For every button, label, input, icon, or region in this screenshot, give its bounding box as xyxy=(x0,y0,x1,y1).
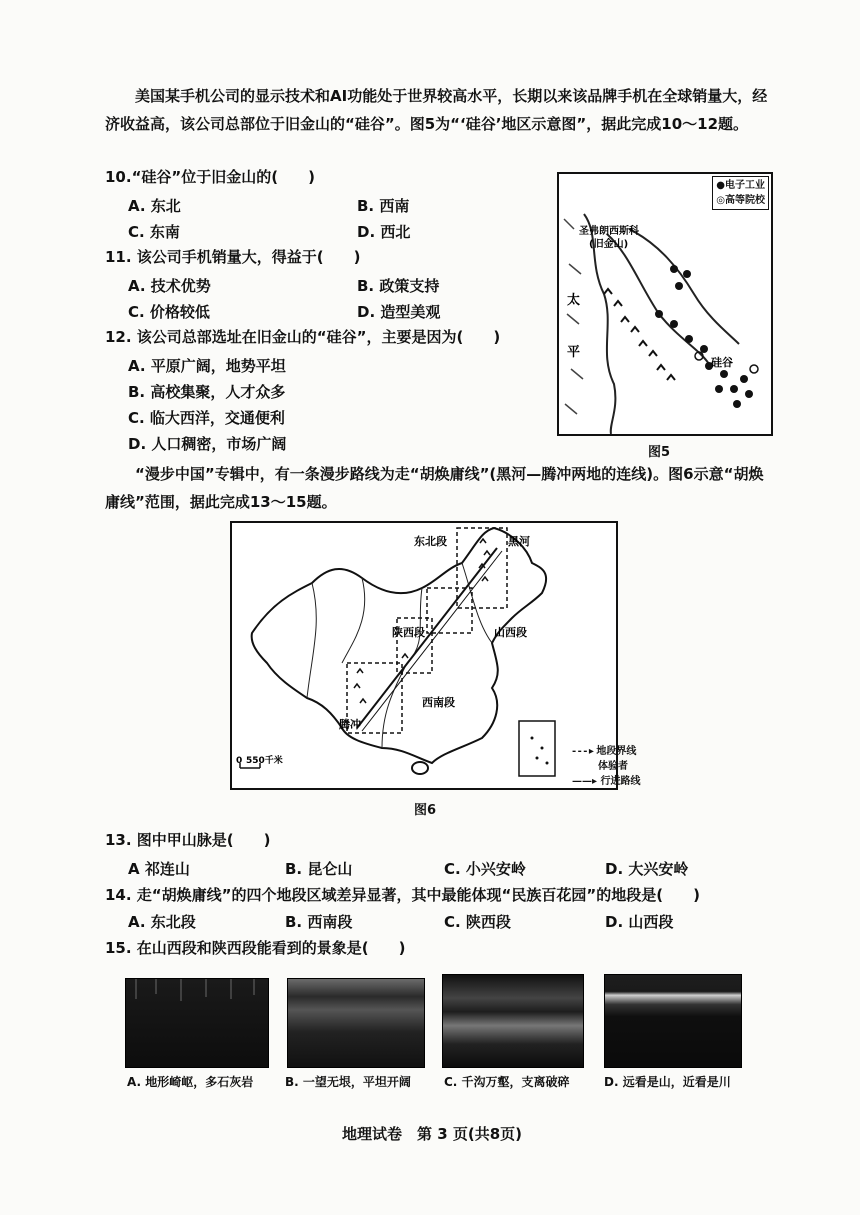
page-footer: 地理试卷 第 3 页(共8页) xyxy=(342,1125,523,1143)
q15-option-b[interactable]: B. 一望无垠，平坦开阔 xyxy=(285,1075,411,1089)
q15-option-c[interactable]: C. 千沟万壑，支离破碎 xyxy=(444,1075,570,1089)
figure-5-map xyxy=(557,172,773,436)
intro-paragraph-2: “漫步中国”专辑中，有一条漫步路线为走“胡焕庸线”(黑河—腾冲两地的连线)。图6示意“胡焕庸线”范围，据此完成13～15题。 xyxy=(105,465,764,511)
q10-option-c[interactable]: C. 东南 xyxy=(128,223,180,241)
bay-shore-west xyxy=(607,234,709,364)
china-map-svg xyxy=(232,523,616,788)
photo-a xyxy=(125,978,269,1068)
q14-option-d[interactable]: D. 山西段 xyxy=(605,913,674,931)
q13-option-a[interactable]: A 祁连山 xyxy=(128,860,190,878)
label-silicon-valley: 硅谷 xyxy=(711,356,733,369)
q15-option-a[interactable]: A. 地形崎岖，多石灰岩 xyxy=(127,1075,254,1089)
figure-6-map xyxy=(230,521,618,790)
q13-option-c[interactable]: C. 小兴安岭 xyxy=(444,860,526,878)
q10-option-d[interactable]: D. 西北 xyxy=(357,223,411,241)
label-northeast-segment: 东北段 xyxy=(414,535,447,548)
photo-d xyxy=(604,974,742,1068)
scale-label: 550千米 xyxy=(246,756,283,766)
label-southwest-segment: 西南段 xyxy=(422,696,455,709)
label-shanxi-segment: 山西段 xyxy=(494,626,527,639)
q11-option-c[interactable]: C. 价格较低 xyxy=(128,303,210,321)
figure-6-caption: 图6 xyxy=(414,803,437,818)
q11-stem: 11. 该公司手机销量大，得益于( ) xyxy=(105,248,361,266)
intro-paragraph-1: 美国某手机公司的显示技术和AI功能处于世界较高水平，长期以来该品牌手机在全球销量大，经济收益高，该公司总部位于旧金山的“硅谷”。图5为“‘硅谷’地区示意图”，据此完成10～12题。 xyxy=(105,87,768,133)
q13-option-d[interactable]: D. 大兴安岭 xyxy=(605,860,689,878)
q13-option-b[interactable]: B. 昆仑山 xyxy=(285,860,353,878)
label-shaanxi-segment: 陕西段 xyxy=(392,626,425,639)
q12-option-c[interactable]: C. 临大西洋，交通便利 xyxy=(128,409,285,427)
svg-text:0: 0 xyxy=(236,756,243,766)
silicon-valley-map-svg xyxy=(559,174,771,434)
legend-route: ——▸ 行进路线 xyxy=(572,776,641,787)
q12-option-b[interactable]: B. 高校集聚，人才众多 xyxy=(128,383,286,401)
mountain-symbols xyxy=(604,289,675,380)
q11-option-a[interactable]: A. 技术优势 xyxy=(128,277,211,295)
hainan-island xyxy=(412,762,428,774)
q10-option-a[interactable]: A. 东北 xyxy=(128,197,181,215)
q10-option-b[interactable]: B. 西南 xyxy=(357,197,410,215)
label-city-1: 圣弗朗西斯科 xyxy=(579,226,639,237)
legend-boundary: - - - ▸ 地段界线 xyxy=(572,746,637,757)
label-tengchong: 腾冲 xyxy=(339,718,361,731)
electronics-industry-dots xyxy=(655,265,753,408)
q14-option-a[interactable]: A. 东北段 xyxy=(128,913,196,931)
legend-electronics: ●电子工业 xyxy=(716,180,765,191)
q15-stem: 15. 在山西段和陕西段能看到的景象是( ) xyxy=(105,939,406,957)
south-sea-inset xyxy=(519,721,555,776)
q14-option-c[interactable]: C. 陕西段 xyxy=(444,913,511,931)
q11-option-b[interactable]: B. 政策支持 xyxy=(357,277,440,295)
land-hatching xyxy=(564,219,583,414)
figure-5-caption: 图5 xyxy=(648,445,671,460)
bay-shore-east xyxy=(629,229,739,344)
q14-stem: 14. 走“胡焕庸线”的四个地段区域差异显著，其中最能体现“民族百花园”的地段是( ) xyxy=(105,886,700,904)
label-city-2: (旧金山) xyxy=(589,239,629,250)
photo-c xyxy=(442,974,584,1068)
photo-b xyxy=(287,978,425,1068)
q10-stem: 10.“硅谷”位于旧金山的( ) xyxy=(105,168,316,186)
q15-option-d[interactable]: D. 远看是山，近看是川 xyxy=(604,1075,731,1089)
legend-universities: ◎高等院校 xyxy=(716,195,765,206)
label-ocean-2: 平 xyxy=(567,345,581,360)
q12-option-d[interactable]: D. 人口稠密，市场广阔 xyxy=(128,435,287,453)
q12-stem: 12. 该公司总部选址在旧金山的“硅谷”，主要是因为( ) xyxy=(105,328,501,346)
label-ocean-1: 太 xyxy=(567,293,581,308)
q14-option-b[interactable]: B. 西南段 xyxy=(285,913,353,931)
q12-option-a[interactable]: A. 平原广阔，地势平坦 xyxy=(128,357,286,375)
label-heihe: 黑河 xyxy=(508,535,530,548)
china-outline xyxy=(252,528,546,763)
q13-stem: 13. 图中甲山脉是( ) xyxy=(105,831,271,849)
legend-observer: 体验者 xyxy=(598,761,628,772)
fig6-legend xyxy=(572,744,641,789)
fig5-legend xyxy=(712,176,769,210)
q11-option-d[interactable]: D. 造型美观 xyxy=(357,303,441,321)
